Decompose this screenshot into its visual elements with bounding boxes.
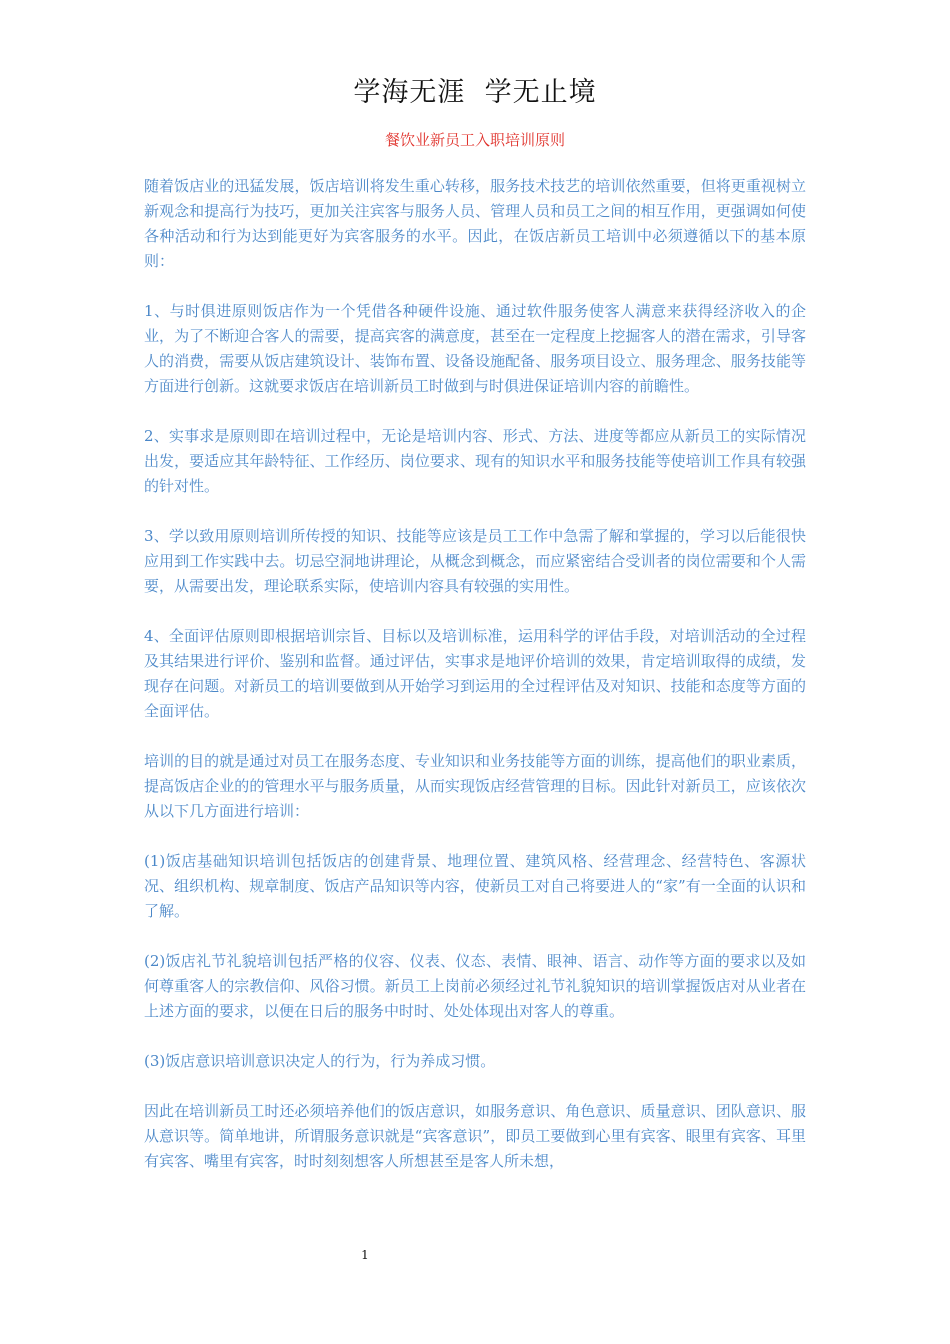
paragraph-principle-1: 1、与时俱进原则饭店作为一个凭借各种硬件设施、通过软件服务使客人满意来获得经济收入的企业，为了不断迎合客人的需要，提高宾客的满意度，甚至在一定程度上挖掘客人的潜在需求，引导客人的消费，需要从饭店建筑设计、装饰布置、设备设施配备、服务项目设立、服务理念、服务技能等方面进行创新。这就要求饭店在培训新员工时做到与时俱进保证培训内容的前瞻性。 — [144, 302, 806, 395]
page-number: 1 — [361, 1248, 369, 1262]
paragraph-principle-3: 3、学以致用原则培训所传授的知识、技能等应该是员工工作中急需了解和掌握的，学习以后能很快应用到工作实践中去。切忌空洞地讲理论，从概念到概念，而应紧密结合受训者的岗位需要和个人需要，从需要出发，理论联系实际，使培训内容具有较强的实用性。 — [144, 527, 806, 595]
document-title: 餐饮业新员工入职培训原则 — [384, 131, 565, 149]
paragraph-principle-4: 4、全面评估原则即根据培训宗旨、目标以及培训标准，运用科学的评估手段，对培训活动的全过程及其结果进行评价、鉴别和监督。通过评估，实事求是地评价培训的效果，肯定培训取得的成绩，发现存在问题。对新员工的培训要做到从开始学习到运用的全过程评估及对知识、技能和态度等方面的全面评估。 — [144, 627, 806, 720]
document-body — [144, 174, 806, 1199]
paragraph-item-2: (2)饭店礼节礼貌培训包括严格的仪容、仪表、仪态、表情、眼神、语言、动作等方面的要求以及如何尊重客人的宗教信仰、风俗习惯。新员工上岗前必须经过礼节礼貌知识的培训掌握饭店对从业者在上述方面的要求，以便在日后的服务中时时、处处体现出对客人的尊重。 — [144, 952, 806, 1020]
paragraph-intro: 随着饭店业的迅猛发展，饭店培训将发生重心转移，服务技术技艺的培训依然重要，但将更重视树立新观念和提高行为技巧，更加关注宾客与服务人员、管理人员和员工之间的相互作用，更强调如何使各种活动和行为达到能更好为宾客服务的水平。因此，在饭店新员工培训中必须遵循以下的基本原则： — [144, 177, 806, 270]
paragraph-item-3: (3)饭店意识培训意识决定人的行为，行为养成习惯。 — [144, 1052, 496, 1070]
paragraph-awareness: 因此在培训新员工时还必须培养他们的饭店意识，如服务意识、角色意识、质量意识、团队意识、服从意识等。简单地讲，所谓服务意识就是“宾客意识”，即员工要做到心里有宾客、眼里有宾客、耳里有宾客、嘴里有宾客，时时刻刻想客人所想甚至是客人所未想， — [144, 1102, 806, 1170]
paragraph-training-purpose: 培训的目的就是通过对员工在服务态度、专业知识和业务技能等方面的训练，提高他们的职业素质，提高饭店企业的的管理水平与服务质量，从而实现饭店经营管理的目标。因此针对新员工，应该依次从以下几方面进行培训： — [144, 752, 806, 820]
paragraph-item-1: (1)饭店基础知识培训包括饭店的创建背景、地理位置、建筑风格、经营理念、经营特色、客源状况、组织机构、规章制度、饭店产品知识等内容，使新员工对自己将要进人的“家”有一全面的认识和了解。 — [144, 852, 806, 920]
paragraph-principle-2: 2、实事求是原则即在培训过程中，无论是培训内容、形式、方法、进度等都应从新员工的实际情况出发，要适应其年龄特征、工作经历、岗位要求、现有的知识水平和服务技能等使培训工作具有较强的针对性。 — [144, 427, 806, 495]
header-motto: 学海无涯 学无止境 — [353, 77, 597, 108]
